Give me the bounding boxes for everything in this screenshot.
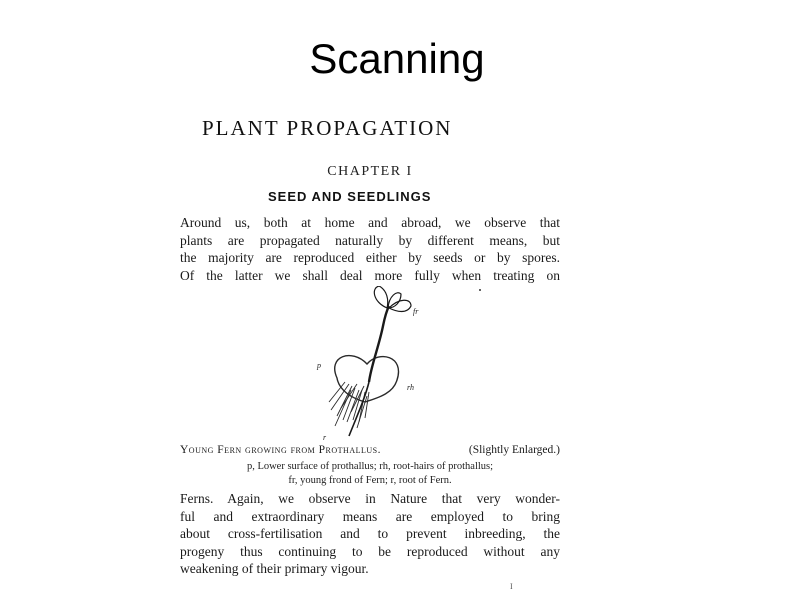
paragraph-line: Ferns. Again, we observe in Nature that very wonder- (180, 491, 560, 506)
label-prothallus: p (317, 361, 321, 370)
paragraph-line: Around us, both at home and abroad, we observe that (180, 215, 560, 230)
paragraph-line: about cross-fertilisation and to prevent inbreeding, the (180, 526, 560, 541)
paragraph-line: plants are propagated naturally by different means, but (180, 232, 560, 248)
caption-note: (Slightly Enlarged.) (468, 444, 560, 456)
frond-middle (388, 293, 401, 308)
fern-stem (369, 306, 389, 382)
scan-speck (479, 289, 481, 291)
paragraph-line: Of the latter we shall deal more fully when treating on (180, 267, 560, 283)
chapter-title: SEED AND SEEDLINGS (268, 189, 432, 204)
frond-right (389, 300, 411, 311)
fern-illustration (307, 286, 437, 446)
scanned-page (172, 108, 568, 595)
book-title: PLANT PROPAGATION (202, 116, 453, 140)
caption-line: p, Lower surface of prothallus; rh, root-hairs of prothallus; (246, 461, 494, 472)
caption-line: fr, young frond of Fern; r, root of Fern. (288, 475, 452, 486)
paragraph-line: the majority are reproduced either by seeds or by spores. (180, 250, 560, 265)
frond-left (374, 286, 387, 308)
page-mark: I (510, 582, 513, 591)
chapter-heading: CHAPTER I (327, 164, 413, 179)
label-root-hairs: rh (407, 383, 414, 392)
figure-caption-body (180, 460, 560, 488)
label-frond: fr (413, 307, 419, 316)
label-root: r (323, 433, 327, 442)
slide-title: Scanning (309, 35, 485, 82)
paragraph-intro (180, 214, 560, 284)
prothallus-shape (335, 356, 399, 402)
figure-caption-title (180, 444, 560, 456)
paragraph-line: progeny thus continuing to be reproduced without any (180, 543, 560, 559)
root-hairs (329, 382, 369, 428)
paragraph-ferns (180, 490, 560, 578)
paragraph-line: ful and extraordinary means are employed to bring (180, 508, 560, 524)
caption-title-text: Young Fern growing from Prothallus. (180, 444, 381, 456)
paragraph-line: weakening of their primary vigour. (180, 561, 369, 576)
